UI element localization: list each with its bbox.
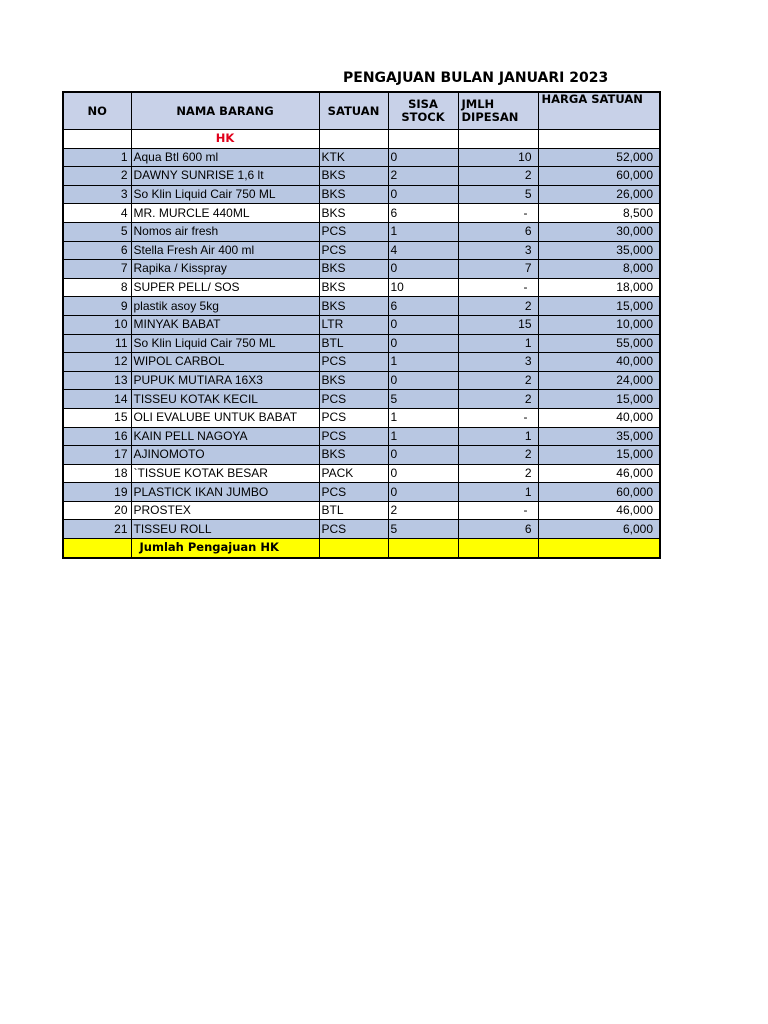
- item-stock: 1: [388, 427, 458, 446]
- item-price: 46,000: [538, 464, 660, 483]
- header-sisa-line1: SISA: [408, 97, 438, 111]
- item-name: DAWNY SUNRISE 1,6 lt: [131, 167, 319, 186]
- row-number: 3: [63, 185, 131, 204]
- table-row: [63, 427, 660, 446]
- row-number: 21: [63, 520, 131, 539]
- row-number: 17: [63, 446, 131, 465]
- item-price: 18,000: [538, 278, 660, 297]
- item-price: 55,000: [538, 334, 660, 353]
- item-price: 35,000: [538, 427, 660, 446]
- total-cell-blank: [458, 539, 538, 558]
- item-quantity: 2: [458, 446, 538, 465]
- row-number: 1: [63, 148, 131, 167]
- item-unit: PCS: [319, 427, 388, 446]
- item-price: 6,000: [538, 520, 660, 539]
- section-label: HK: [131, 130, 319, 149]
- item-price: 40,000: [538, 353, 660, 372]
- header-sisa-stock: [388, 92, 458, 130]
- item-price: 24,000: [538, 371, 660, 390]
- item-quantity: 5: [458, 185, 538, 204]
- item-stock: 6: [388, 297, 458, 316]
- table-row: [63, 371, 660, 390]
- item-unit: KTK: [319, 148, 388, 167]
- item-unit: BKS: [319, 278, 388, 297]
- table-row: [63, 446, 660, 465]
- row-number: 18: [63, 464, 131, 483]
- table-row: [63, 315, 660, 334]
- table-row: [63, 204, 660, 223]
- item-unit: BTL: [319, 501, 388, 520]
- item-price: 52,000: [538, 148, 660, 167]
- table-row: [63, 278, 660, 297]
- item-quantity: 2: [458, 297, 538, 316]
- table-row: [63, 185, 660, 204]
- row-number: 5: [63, 222, 131, 241]
- item-name: TISSEU KOTAK KECIL: [131, 390, 319, 409]
- item-price: 30,000: [538, 222, 660, 241]
- item-unit: PCS: [319, 408, 388, 427]
- item-unit: BTL: [319, 334, 388, 353]
- item-price: 8,000: [538, 260, 660, 279]
- table-row: [63, 483, 660, 502]
- item-price: 60,000: [538, 483, 660, 502]
- item-quantity: 2: [458, 371, 538, 390]
- item-unit: PCS: [319, 390, 388, 409]
- item-stock: 0: [388, 315, 458, 334]
- row-number: 9: [63, 297, 131, 316]
- item-name: PROSTEX: [131, 501, 319, 520]
- total-row: [63, 539, 660, 558]
- item-name: Rapika / Kisspray: [131, 260, 319, 279]
- item-unit: PCS: [319, 222, 388, 241]
- row-number: 12: [63, 353, 131, 372]
- table-row: [63, 167, 660, 186]
- section-cell-blank: [319, 130, 388, 149]
- row-number: 10: [63, 315, 131, 334]
- total-cell-blank: [538, 539, 660, 558]
- item-price: 15,000: [538, 446, 660, 465]
- row-number: 2: [63, 167, 131, 186]
- item-quantity: -: [458, 501, 538, 520]
- item-unit: PACK: [319, 464, 388, 483]
- item-quantity: -: [458, 278, 538, 297]
- item-name: plastik asoy 5kg: [131, 297, 319, 316]
- section-row: [63, 130, 660, 149]
- item-unit: BKS: [319, 185, 388, 204]
- item-quantity: 1: [458, 483, 538, 502]
- header-sisa-line2: STOCK: [401, 110, 445, 124]
- item-stock: 10: [388, 278, 458, 297]
- header-satuan: SATUAN: [319, 92, 388, 130]
- item-price: 15,000: [538, 297, 660, 316]
- header-harga-satuan: HARGA SATUAN: [538, 92, 660, 130]
- total-label: Jumlah Pengajuan HK: [131, 539, 319, 558]
- row-number: 20: [63, 501, 131, 520]
- item-quantity: 6: [458, 520, 538, 539]
- item-name: Nomos air fresh: [131, 222, 319, 241]
- table-row: [63, 353, 660, 372]
- header-nama-barang: NAMA BARANG: [131, 92, 319, 130]
- item-name: WIPOL CARBOL: [131, 353, 319, 372]
- item-name: PLASTICK IKAN JUMBO: [131, 483, 319, 502]
- item-price: 46,000: [538, 501, 660, 520]
- section-cell-blank: [538, 130, 660, 149]
- item-name: PUPUK MUTIARA 16X3: [131, 371, 319, 390]
- item-stock: 1: [388, 408, 458, 427]
- row-number: 15: [63, 408, 131, 427]
- item-stock: 0: [388, 446, 458, 465]
- row-number: 16: [63, 427, 131, 446]
- item-unit: PCS: [319, 483, 388, 502]
- item-quantity: 1: [458, 427, 538, 446]
- item-quantity: 3: [458, 353, 538, 372]
- header-jmlh-line1: JMLH: [461, 97, 495, 111]
- item-unit: BKS: [319, 167, 388, 186]
- item-quantity: 1: [458, 334, 538, 353]
- item-quantity: 2: [458, 464, 538, 483]
- item-price: 35,000: [538, 241, 660, 260]
- item-unit: PCS: [319, 353, 388, 372]
- row-number: 13: [63, 371, 131, 390]
- item-quantity: 6: [458, 222, 538, 241]
- item-stock: 0: [388, 185, 458, 204]
- item-name: OLI EVALUBE UNTUK BABAT: [131, 408, 319, 427]
- item-name: AJINOMOTO: [131, 446, 319, 465]
- item-unit: LTR: [319, 315, 388, 334]
- item-quantity: 3: [458, 241, 538, 260]
- item-stock: 0: [388, 148, 458, 167]
- item-stock: 1: [388, 222, 458, 241]
- table-row: [63, 408, 660, 427]
- item-stock: 0: [388, 334, 458, 353]
- table-row: [63, 464, 660, 483]
- row-number: 19: [63, 483, 131, 502]
- item-unit: BKS: [319, 204, 388, 223]
- table-row: [63, 334, 660, 353]
- item-name: MR. MURCLE 440ML: [131, 204, 319, 223]
- document-title: PENGAJUAN BULAN JANUARI 2023: [343, 70, 609, 86]
- table-row: [63, 501, 660, 520]
- item-unit: BKS: [319, 260, 388, 279]
- row-number: 14: [63, 390, 131, 409]
- table-row: [63, 260, 660, 279]
- section-cell-blank: [458, 130, 538, 149]
- table-row: [63, 297, 660, 316]
- item-name: So Klin Liquid Cair 750 ML: [131, 334, 319, 353]
- item-quantity: 7: [458, 260, 538, 279]
- request-table: [62, 91, 661, 559]
- item-quantity: -: [458, 408, 538, 427]
- item-stock: 5: [388, 520, 458, 539]
- item-stock: 2: [388, 501, 458, 520]
- item-unit: BKS: [319, 297, 388, 316]
- section-cell-blank: [388, 130, 458, 149]
- item-unit: BKS: [319, 446, 388, 465]
- item-quantity: 10: [458, 148, 538, 167]
- item-stock: 1: [388, 353, 458, 372]
- item-unit: PCS: [319, 520, 388, 539]
- item-name: `TISSUE KOTAK BESAR: [131, 464, 319, 483]
- item-price: 60,000: [538, 167, 660, 186]
- item-unit: PCS: [319, 241, 388, 260]
- item-price: 10,000: [538, 315, 660, 334]
- item-stock: 4: [388, 241, 458, 260]
- item-quantity: 2: [458, 390, 538, 409]
- item-name: KAIN PELL NAGOYA: [131, 427, 319, 446]
- item-stock: 0: [388, 260, 458, 279]
- item-stock: 0: [388, 483, 458, 502]
- header-jmlh-dipesan: [458, 92, 538, 130]
- header-no: NO: [63, 92, 131, 130]
- item-name: So Klin Liquid Cair 750 ML: [131, 185, 319, 204]
- row-number: 6: [63, 241, 131, 260]
- item-name: SUPER PELL/ SOS: [131, 278, 319, 297]
- section-cell-blank: [63, 130, 131, 149]
- total-cell-blank: [388, 539, 458, 558]
- item-quantity: -: [458, 204, 538, 223]
- item-stock: 0: [388, 371, 458, 390]
- item-name: MINYAK BABAT: [131, 315, 319, 334]
- item-price: 8,500: [538, 204, 660, 223]
- table-row: [63, 520, 660, 539]
- item-stock: 0: [388, 464, 458, 483]
- row-number: 4: [63, 204, 131, 223]
- item-stock: 2: [388, 167, 458, 186]
- item-name: TISSEU ROLL: [131, 520, 319, 539]
- item-name: Aqua Btl 600 ml: [131, 148, 319, 167]
- item-price: 40,000: [538, 408, 660, 427]
- item-stock: 5: [388, 390, 458, 409]
- item-price: 15,000: [538, 390, 660, 409]
- header-row: [63, 92, 660, 130]
- item-quantity: 15: [458, 315, 538, 334]
- total-cell-blank: [319, 539, 388, 558]
- item-stock: 6: [388, 204, 458, 223]
- table-row: [63, 222, 660, 241]
- total-cell-blank: [63, 539, 131, 558]
- header-jmlh-line2: DIPESAN: [461, 110, 519, 124]
- table-row: [63, 148, 660, 167]
- item-unit: BKS: [319, 371, 388, 390]
- table-row: [63, 390, 660, 409]
- row-number: 11: [63, 334, 131, 353]
- table-row: [63, 241, 660, 260]
- row-number: 8: [63, 278, 131, 297]
- item-quantity: 2: [458, 167, 538, 186]
- row-number: 7: [63, 260, 131, 279]
- item-name: Stella Fresh Air 400 ml: [131, 241, 319, 260]
- item-price: 26,000: [538, 185, 660, 204]
